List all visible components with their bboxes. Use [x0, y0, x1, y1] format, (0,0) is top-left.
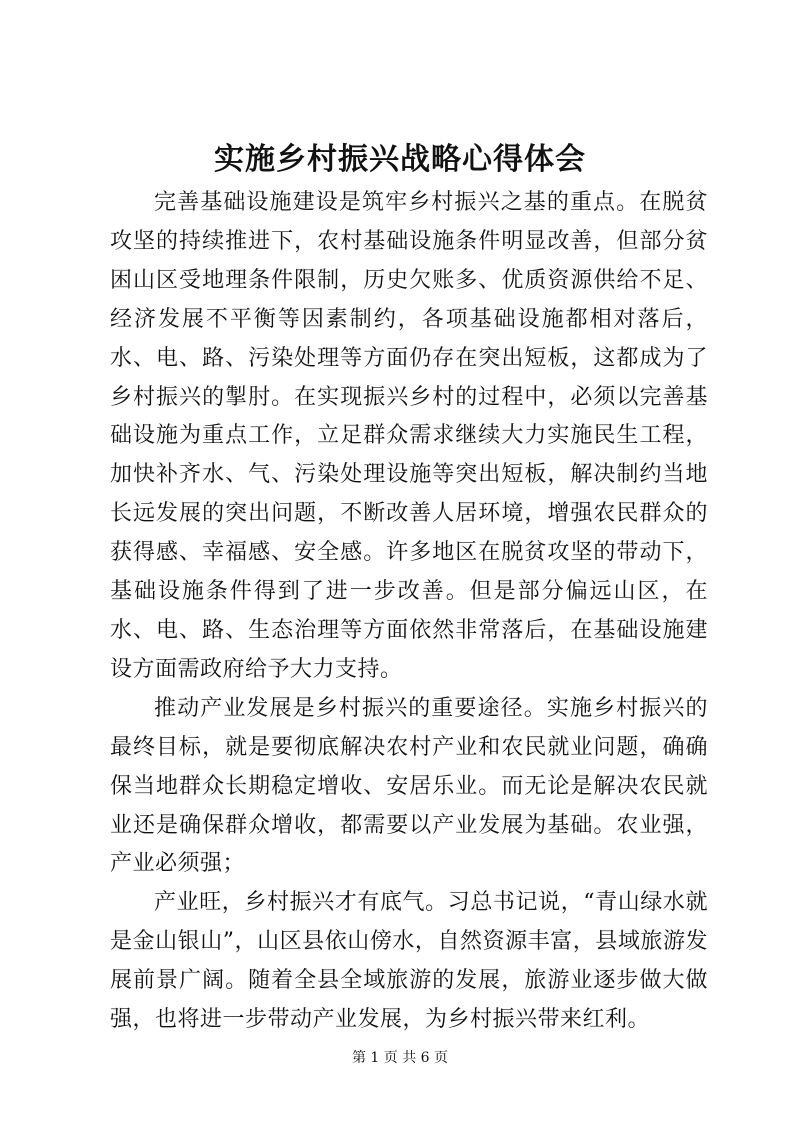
document-title: 实施乡村振兴战略心得体会 [214, 142, 586, 177]
paragraph-infrastructure: 完善基础设施建设是筑牢乡村振兴之基的重点。在脱贫攻坚的持续推进下，农村基础设施条件明显改善，但部分贫困山区受地理条件限制，历史欠账多、优质资源供给不足、经济发展不平衡等因素制约，各项基础设施都相对落后，水、电、路、污染处理等方面仍存在突出短板，这都成为了乡村振兴的掣肘。在实现振兴乡村的过程中，必须以完善基础设施为重点工作，立足群众需求继续大力实施民生工程，加快补齐水、气、污染处理设施等突出短板，解决制约当地长远发展的突出问题，不断改善人居环境，增强农民群众的获得感、幸福感、安全感。许多地区在脱贫攻坚的带动下，基础设施条件得到了进一步改善。但是部分偏远山区，在水、电、路、生态治理等方面依然非常落后，在基础设施建设方面需政府给予大力支持。 [110, 190, 708, 682]
page-footer: 第 1 页 共 6 页 [351, 1050, 449, 1066]
paragraph-tourism: 产业旺，乡村振兴才有底气。习总书记说，“青山绿水就是金山银山”，山区县依山傍水，自然资源丰富，县域旅游发展前景广阔。随着全县全域旅游的发展，旅游业逐步做大做强，也将进一步带动产业发展，为乡村振兴带来红利。 [110, 890, 708, 1033]
paragraph-industry: 推动产业发展是乡村振兴的重要途径。实施乡村振兴的最终目标，就是要彻底解决农村产业和农民就业问题，确确保当地群众长期稳定增收、安居乐业。而无论是解决农民就业还是确保群众增收，都需要以产业发展为基础。农业强，产业必须强； [110, 695, 708, 877]
document-body [110, 184, 708, 1040]
